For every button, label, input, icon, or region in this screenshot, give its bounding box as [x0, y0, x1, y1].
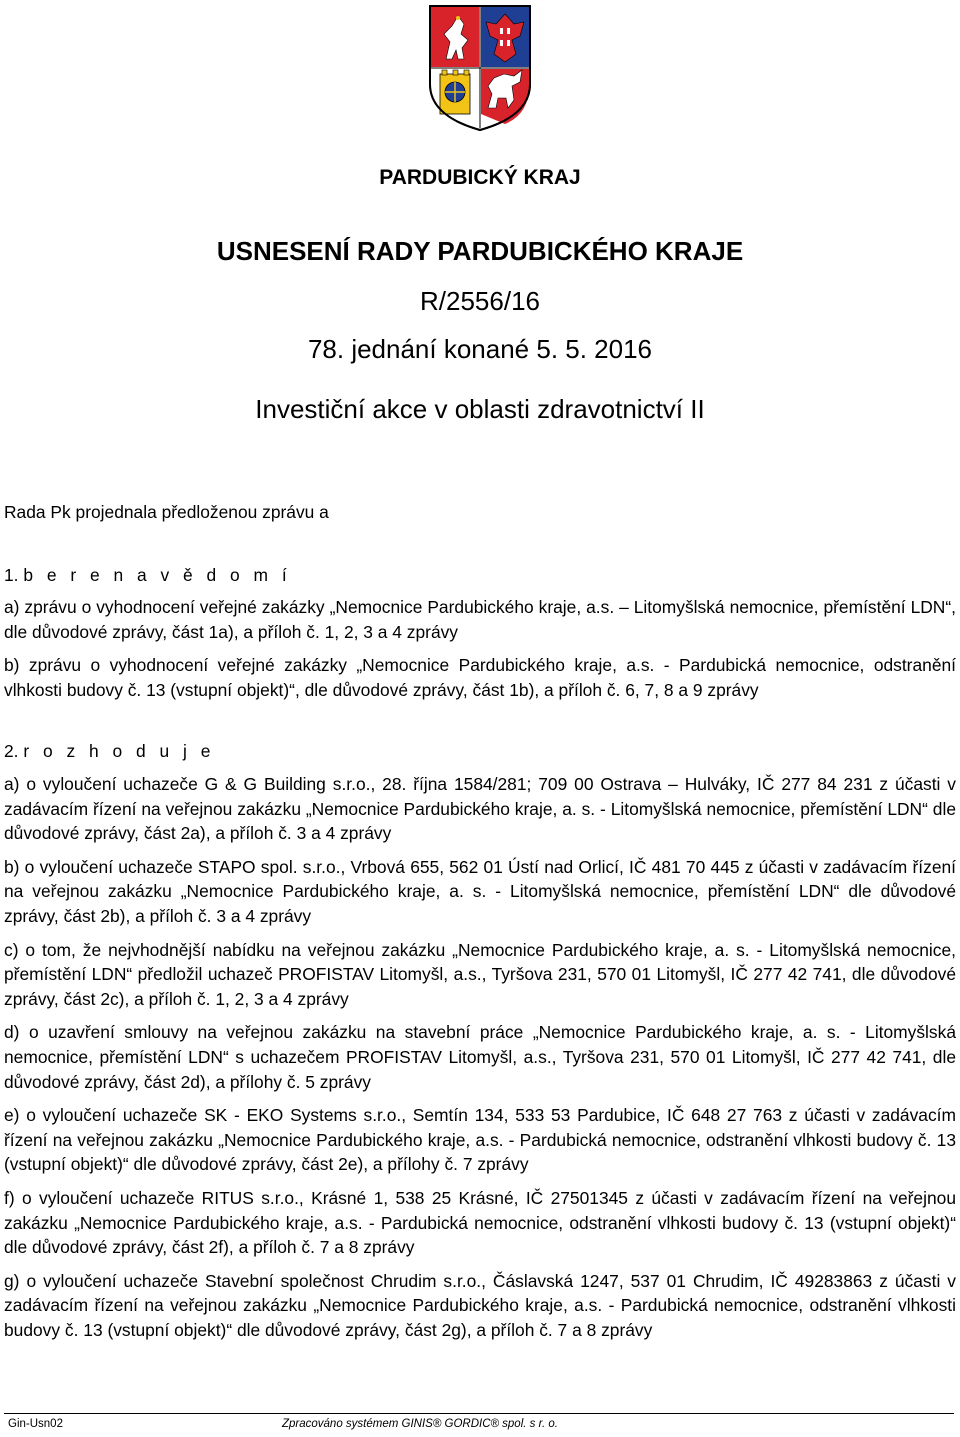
- footer-doc-code: Gin-Usn02: [8, 1418, 63, 1430]
- list-item: b) o vyloučení uchazeče STAPO spol. s.r.o., Vrbová 655, 562 01 Ústí nad Orlicí, IČ 481 70 445 z účasti v zadávacím řízení na veřejnou zakázku „Nemocnice Pardubického kraje, a. s. - Litomyšlská nemocnice, přemístění LDN“ dle důvodové zprávy, část 2b), a příloh č. 3 a 4 zprávy: [4, 856, 956, 926]
- resolution-subject: Investiční akce v oblasti zdravotnictví II: [255, 394, 705, 424]
- resolution-title: USNESENÍ RADY PARDUBICKÉHO KRAJE: [216, 236, 744, 266]
- resolution-number: R/2556/16: [420, 286, 540, 316]
- section-heading-text: r o z h o d u j e: [23, 741, 215, 761]
- list-item: c) o tom, že nejvhodnější nabídku na veřejnou zakázku „Nemocnice Pardubického kraje, a. s. - Litomyšlská nemocnice, přemístění LDN“ předložil uchazeč PROFISTAV Litomyšl, a.s., Tyršova 231, 570 01 Litomyšl, IČ 277 42 741, dle důvodové zprávy, část 2c), a příloh č. 1, 2, 3 a 4 zprávy: [4, 939, 956, 1009]
- list-item: g) o vyloučení uchazeče Stavební společnost Chrudim s.r.o., Čáslavská 1247, 537 01 Chrudim, IČ 49283863 z účasti v zadávacím řízení na veřejnou zakázku „Nemocnice Pardubického kraje, a.s. - Pardubická nemocnice, odstranění vlhkosti budovy č. 13 (vstupní objekt)“ dle důvodové zprávy, část 2g), a příloh č. 7 a 8 zprávy: [4, 1270, 956, 1340]
- list-item: d) o uzavření smlouvy na veřejnou zakázku na stavební práce „Nemocnice Pardubického kraje, a. s. - Litomyšlská nemocnice, přemístění LDN“ s uchazečem PROFISTAV Litomyšl, a.s., Tyršova 231, 570 01 Litomyšl, IČ 277 42 741, dle důvodové zprávy, část 2d), a přílohy č. 5 zprávy: [4, 1022, 956, 1092]
- region-name: PARDUBICKÝ KRAJ: [379, 166, 581, 189]
- coat-of-arms-icon: [428, 4, 532, 132]
- meeting-info: 78. jednání konané 5. 5. 2016: [307, 334, 653, 364]
- footer-divider: [4, 1413, 954, 1414]
- list-item: b) zprávu o vyhodnocení veřejné zakázky „Nemocnice Pardubického kraje, a.s. - Pardubická nemocnice, odstranění vlhkosti budovy č. 13 (vstupní objekt)“, dle důvodové zprávy, část 1b), a příloh č. 6, 7, 8 a 9 zprávy: [4, 655, 956, 700]
- section-number: 2.: [4, 741, 24, 761]
- section-2-list: [4, 772, 956, 1351]
- list-item: a) zprávu o vyhodnocení veřejné zakázky „Nemocnice Pardubického kraje, a.s. – Litomyšlská nemocnice, přemístění LDN“, dle důvodové zprávy, část 1a), a příloh č. 1, 2, 3 a 4 zprávy: [4, 597, 956, 642]
- list-item: a) o vyloučení uchazeče G & G Building s.r.o., 28. října 1584/281; 709 00 Ostrava – Hulváky, IČ 277 84 231 z účasti v zadávacím řízení na veřejnou zakázku „Nemocnice Pardubického kraje, a. s. - Litomyšlská nemocnice, přemístění LDN“ dle důvodové zprávy, část 2a), a příloh č. 3 a 4 zprávy: [4, 774, 956, 844]
- section-number: 1.: [4, 565, 24, 585]
- list-item: f) o vyloučení uchazeče RITUS s.r.o., Krásné 1, 538 25 Krásné, IČ 27501345 z účasti v zadávacím řízení na veřejnou zakázku „Nemocnice Pardubického kraje, a.s. - Pardubická nemocnice, odstranění vlhkosti budovy č. 13 (vstupní objekt)“ dle důvodové zprávy, část 2f), a příloh č. 7 a 8 zprávy: [4, 1187, 956, 1258]
- section-heading-text: b e r e n a v ě d o m í: [23, 565, 292, 585]
- section-1-heading: [4, 563, 956, 588]
- section-1-list: [4, 595, 956, 711]
- section-2-heading: [4, 739, 956, 764]
- list-item: e) o vyloučení uchazeče SK - EKO Systems s.r.o., Semtín 134, 533 53 Pardubice, IČ 648 27 763 z účasti v zadávacím řízení na veřejnou zakázku „Nemocnice Pardubického kraje, a.s. - Pardubická nemocnice, odstranění vlhkosti budovy č. 13 (vstupní objekt)“ dle důvodové zprávy, část 2e), a přílohy č. 7 zprávy: [4, 1105, 956, 1175]
- intro-text: Rada Pk projednala předloženou zprávu a: [4, 502, 329, 522]
- footer-system-note: Zpracováno systémem GINIS® GORDIC® spol. s r. o.: [282, 1418, 558, 1430]
